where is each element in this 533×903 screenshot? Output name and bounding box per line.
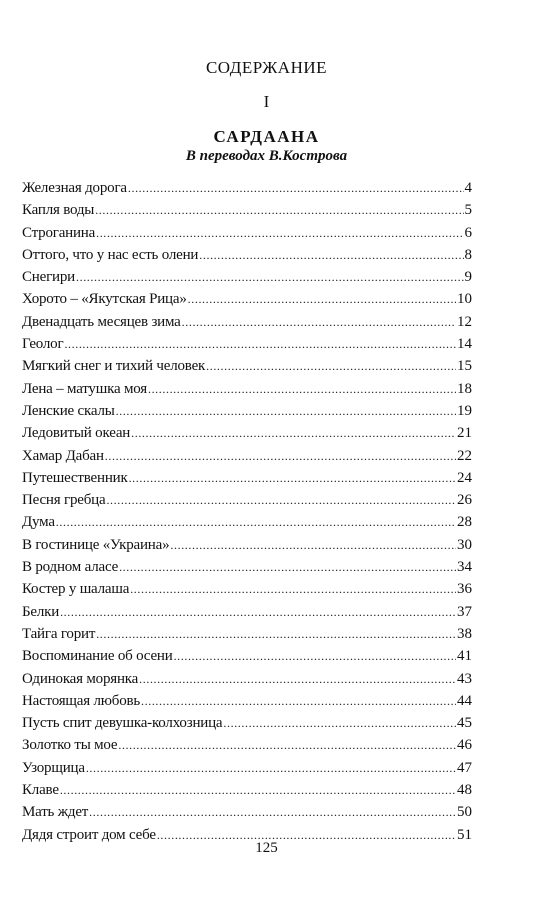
toc-entry-page: 4: [464, 180, 472, 196]
toc-entry-title: Песня гребца: [22, 492, 106, 509]
toc-entry-page: 43: [457, 670, 472, 687]
toc-entry-title: Железная дорога: [22, 180, 127, 196]
toc-entry-title: Геолог: [22, 336, 64, 353]
toc-entry: [22, 355, 472, 377]
dot-leader: [206, 355, 456, 377]
toc-entry-page: 12: [457, 313, 472, 330]
toc-entry-page: 24: [457, 469, 472, 486]
toc-entry-page: 15: [457, 358, 472, 375]
toc-entry-title: Костер у шалаша: [22, 581, 130, 598]
toc-entry: [22, 378, 472, 400]
page-number: 125: [255, 840, 278, 856]
toc-entry-page: 38: [457, 625, 472, 642]
toc-entry-title: Клаве: [22, 782, 59, 799]
dot-leader: [106, 489, 456, 511]
toc-entry-title: Настоящая любовь: [22, 692, 141, 709]
dot-leader: [96, 222, 463, 244]
toc-entry-page: 34: [457, 559, 472, 576]
toc-entry-page: 48: [457, 782, 472, 799]
toc-entry: [22, 445, 472, 467]
toc-entry-page: 37: [457, 603, 472, 620]
dot-leader: [105, 445, 456, 467]
book-subtitle: В переводах В.Кострова: [185, 148, 348, 164]
toc-entry: [22, 288, 472, 310]
contents-heading: СОДЕРЖАНИЕ: [205, 58, 328, 77]
toc-entry: [22, 467, 472, 489]
toc-entry-page: 22: [457, 447, 472, 464]
book-title: САРДААНА: [213, 127, 320, 146]
toc-entry-page: 45: [457, 715, 472, 732]
toc-entry-title: Воспоминание об осени: [22, 648, 173, 665]
toc-entry: [22, 578, 472, 600]
dot-leader: [141, 690, 456, 712]
toc-entry-page: 14: [457, 336, 472, 353]
toc-entry-title: Мягкий снег и тихий человек: [22, 358, 206, 375]
toc-entry: [22, 712, 472, 734]
dot-leader: [86, 757, 456, 779]
dot-leader: [64, 333, 456, 355]
toc-entry: [22, 734, 472, 756]
toc-entry: [22, 266, 472, 288]
toc-entry: [22, 779, 472, 801]
toc-entry: [22, 623, 472, 645]
dot-leader: [76, 266, 464, 288]
toc-entry-title: Пусть спит девушка-колхозница: [22, 715, 223, 732]
section-number: I: [263, 92, 270, 111]
toc-entry-page: 19: [457, 402, 472, 419]
toc-entry-page: 21: [457, 425, 472, 442]
toc-entry-title: В родном аласе: [22, 559, 119, 576]
toc-entry-page: 5: [464, 202, 472, 219]
toc-entry: [22, 511, 472, 533]
toc-entry: [22, 199, 472, 221]
toc-entry-page: 10: [457, 291, 472, 308]
toc-entry: [22, 489, 472, 511]
toc-entry: [22, 645, 472, 667]
toc-entry: [22, 222, 472, 244]
dot-leader: [182, 311, 456, 333]
toc-entry: [22, 177, 472, 199]
dot-leader: [148, 378, 456, 400]
dot-leader: [223, 712, 456, 734]
toc-entry-page: 8: [464, 246, 472, 263]
toc-entry-title: Дума: [22, 514, 55, 531]
toc-entry-title: Лена – матушка моя: [22, 380, 147, 397]
toc-entry-page: 6: [464, 224, 472, 241]
toc-entry-page: 18: [457, 380, 472, 397]
dot-leader: [119, 556, 456, 578]
dot-leader: [128, 177, 464, 199]
dot-leader: [60, 601, 456, 623]
toc-entry: [22, 690, 472, 712]
toc-entry-title: Ледовитый океан: [22, 425, 131, 442]
toc-entry-page: 36: [457, 581, 472, 598]
toc-entry-title: Двенадцать месяцев зима: [22, 313, 181, 330]
dot-leader: [56, 511, 456, 533]
toc-entry: [22, 757, 472, 779]
dot-leader: [95, 199, 463, 221]
toc-entry-page: 30: [457, 536, 472, 553]
toc-entry-page: 44: [457, 692, 472, 709]
toc-entry-title: Мать ждет: [22, 804, 89, 821]
toc-entry-title: Тайга горит: [22, 625, 96, 642]
toc-entry: [22, 400, 472, 422]
toc-entry-title: Снегири: [22, 269, 75, 286]
toc-entry-title: Ленские скалы: [22, 402, 115, 419]
toc-entry-title: Капля воды: [22, 202, 95, 219]
toc-entry-title: Путешественник: [22, 469, 128, 486]
toc-entry: [22, 333, 472, 355]
toc-entry-title: Строганина: [22, 224, 96, 241]
toc-entry: [22, 801, 472, 823]
toc-entry-page: 47: [457, 759, 472, 776]
toc-entry-title: Хамар Дабан: [22, 447, 104, 464]
toc-entry-title: В гостинице «Украина»: [22, 536, 170, 553]
toc-entry-title: Золотко ты мое: [22, 737, 118, 754]
toc-entry: [22, 668, 472, 690]
dot-leader: [96, 623, 456, 645]
toc-entry: [22, 244, 472, 266]
toc-entry-title: Хорото – «Якутская Рица»: [22, 291, 187, 308]
dot-leader: [131, 422, 456, 444]
toc-entry: [22, 601, 472, 623]
toc-entry-title: Одинокая морянка: [22, 670, 139, 687]
dot-leader: [130, 578, 456, 600]
dot-leader: [188, 288, 456, 310]
dot-leader: [170, 534, 456, 556]
toc-entry-page: 9: [464, 269, 472, 286]
toc-entry-page: 26: [457, 492, 472, 509]
dot-leader: [139, 668, 456, 690]
toc-entry-page: 50: [457, 804, 472, 821]
toc-entry-page: 28: [457, 514, 472, 531]
toc-entry-title: Оттого, что у нас есть олени: [22, 246, 199, 263]
dot-leader: [199, 244, 463, 266]
toc-entry-page: 46: [457, 737, 472, 754]
dot-leader: [89, 801, 456, 823]
toc-entry-title: Дядя строит дом себе: [22, 826, 156, 843]
toc-entry: [22, 556, 472, 578]
toc-entry-page: 41: [457, 648, 472, 665]
toc-entry-title: Белки: [22, 603, 60, 620]
toc-entry: [22, 534, 472, 556]
table-of-contents: [22, 177, 472, 846]
dot-leader: [129, 467, 456, 489]
toc-entry: [22, 311, 472, 333]
dot-leader: [174, 645, 456, 667]
toc-entry-title: Узорщица: [22, 759, 85, 776]
toc-entry: [22, 422, 472, 444]
dot-leader: [60, 779, 456, 801]
toc-entry-page: 51: [457, 826, 472, 843]
dot-leader: [116, 400, 456, 422]
dot-leader: [118, 734, 456, 756]
